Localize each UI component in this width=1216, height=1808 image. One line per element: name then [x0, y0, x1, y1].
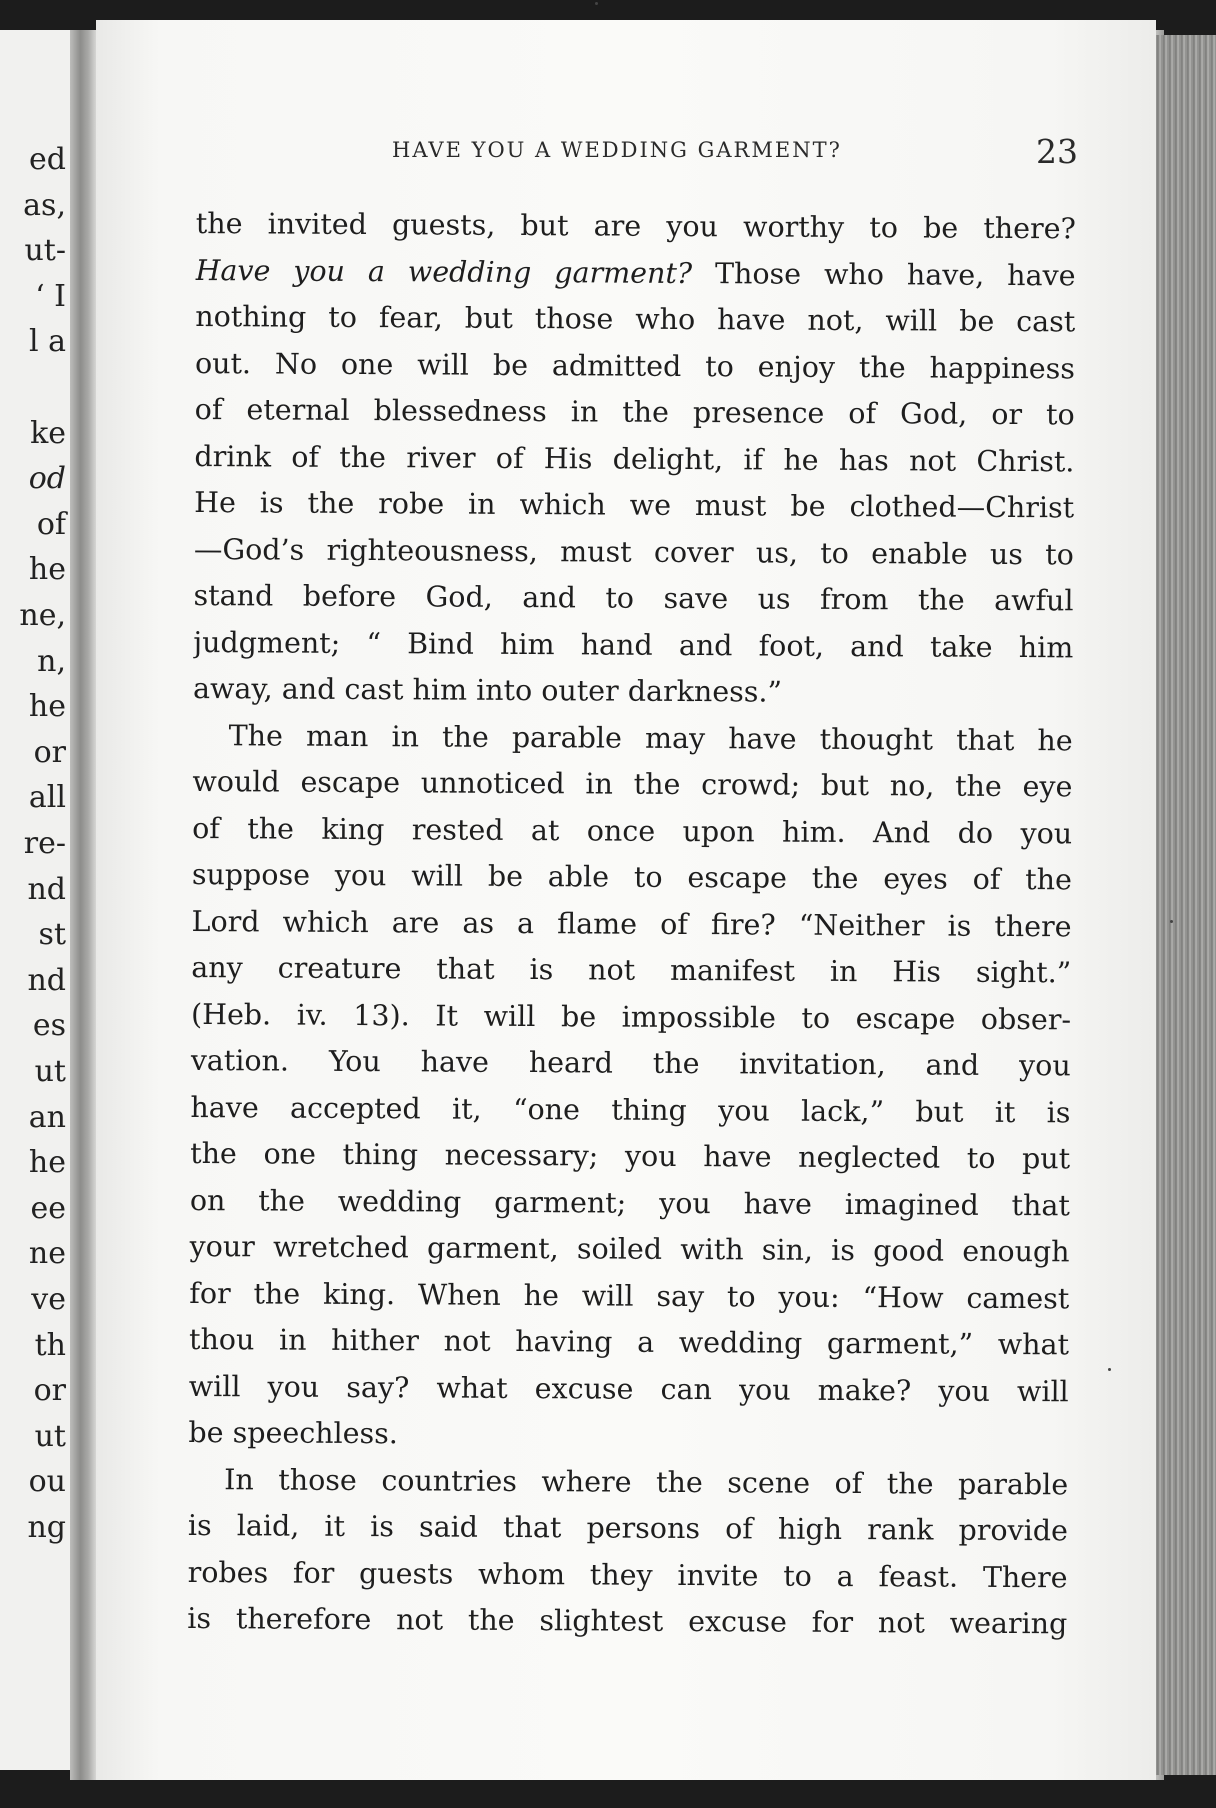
facing-page-fragment: of: [36, 506, 66, 542]
text-line: [189, 1363, 1069, 1415]
scan-speck: [1108, 1368, 1111, 1371]
running-head: HAVE YOU A WEDDING GARMENT?: [392, 138, 842, 162]
text-line: [188, 1456, 1068, 1508]
line-text: thou in hither not having a wedding garment,” what: [188, 1322, 1070, 1362]
facing-page-fragment: ‘ I: [35, 278, 66, 314]
text-line: [188, 1503, 1068, 1555]
text-line: [194, 480, 1074, 532]
facing-page-fragment: re-: [23, 826, 66, 861]
page-number: 23: [1036, 132, 1078, 171]
facing-page-fragment: ne,: [19, 598, 66, 633]
text-line: [190, 1131, 1070, 1183]
line-text: on the wedding garment; you have imagined that: [189, 1183, 1070, 1222]
text-line: [191, 1038, 1071, 1090]
line-text: nothing to fear, but those who have not, will be cast: [195, 299, 1076, 339]
text-line: [187, 1549, 1067, 1601]
text-line: [191, 991, 1071, 1043]
facing-page-fragment: od: [28, 461, 66, 497]
line-text: any creature that is not manifest in His sight.”: [191, 950, 1072, 990]
line-text: Those who have, have: [692, 256, 1076, 292]
body-text: [187, 201, 1076, 1648]
text-line: [189, 1317, 1069, 1369]
text-line: [195, 340, 1075, 392]
facing-page-fragment: or: [33, 1373, 66, 1409]
book-page: [96, 20, 1156, 1780]
line-text: Lord which are as a flame of fire? “Neither is there: [191, 904, 1072, 943]
scan-speck: [1170, 920, 1173, 923]
line-text: the invited guests, but are you worthy to be there?: [195, 206, 1076, 246]
line-text: the one thing necessary; you have neglected to put: [190, 1136, 1071, 1176]
text-line: [193, 712, 1073, 764]
line-text: of the king rested at once upon him. And do you: [192, 811, 1073, 850]
line-text: is therefore not the slightest excuse for not wearing: [187, 1601, 1068, 1641]
gutter-shadow: [70, 30, 96, 1780]
facing-page-fragment: or: [33, 734, 66, 770]
line-text: (Heb. iv. 13). It will be impossible to escape obser-: [190, 997, 1072, 1036]
facing-page-fragment: he: [28, 689, 66, 725]
line-text: suppose you will be able to escape the eyes of the: [191, 857, 1072, 897]
text-line: [196, 201, 1076, 253]
text-line: [189, 1270, 1069, 1322]
text-line: [190, 1177, 1070, 1229]
line-text: —God’s righteousness, must cover us, to enable us to: [193, 532, 1074, 571]
text-line: [194, 526, 1074, 578]
facing-page-fragment: ut: [34, 1418, 66, 1454]
line-text: of eternal blessedness in the presence of God, or to: [194, 392, 1075, 432]
facing-page-fragment: th: [34, 1327, 66, 1363]
facing-page-fragment: ee: [30, 1190, 66, 1226]
text-line: [193, 573, 1073, 625]
text-line: [195, 294, 1075, 346]
facing-page-fragment: st: [38, 917, 66, 953]
text-line: [195, 387, 1075, 439]
facing-page-fragment: ed: [29, 142, 66, 177]
text-line: [192, 852, 1072, 904]
text-line: [193, 619, 1073, 671]
facing-page-fragment: ut-: [24, 233, 66, 269]
facing-page-fragment: es: [32, 1008, 66, 1044]
scan-speck: [595, 2, 598, 5]
text-line: [189, 1224, 1069, 1276]
line-text: out. No one will be admitted to enjoy the happiness: [194, 346, 1076, 385]
facing-page-fragment: as,: [23, 187, 66, 223]
facing-page-fragment: all: [28, 780, 66, 816]
line-text: your wretched garment, soiled with sin, is good enough: [189, 1229, 1070, 1269]
facing-page-fragment: ng: [27, 1510, 66, 1545]
facing-page-fragment: n,: [37, 643, 66, 679]
line-text: drink of the river of His delight, if he has not Christ.: [194, 439, 1075, 478]
text-line: [191, 898, 1071, 950]
facing-page-fragment: nd: [27, 871, 66, 907]
facing-page-fragment: nd: [27, 962, 66, 998]
text-line: [191, 945, 1071, 997]
line-text: is laid, it is said that persons of high rank provide: [187, 1508, 1068, 1548]
facing-page-fragment: ut: [34, 1054, 66, 1089]
facing-page-fragment: ve: [31, 1282, 66, 1317]
text-line: [192, 805, 1072, 857]
page-edges: [1156, 35, 1216, 1775]
line-text: He is the robe in which we must be clothed—Christ: [194, 485, 1075, 525]
text-line: [193, 666, 1073, 718]
line-text: will you say? what excuse can you make? you will: [188, 1369, 1069, 1408]
facing-page-fragment: ou: [28, 1464, 66, 1500]
line-text: vation. You have heard the invitation, and you: [190, 1043, 1071, 1083]
text-line: [188, 1410, 1068, 1462]
line-text: have accepted it, “one thing you lack,” but it is: [190, 1090, 1071, 1129]
line-text: away, and cast him into outer darkness.”: [192, 671, 783, 709]
line-text: be speechless.: [188, 1415, 398, 1451]
text-line: [194, 433, 1074, 485]
line-text: In those countries where the scene of the parable: [224, 1462, 1069, 1501]
line-text: stand before God, and to save us from the awful: [193, 578, 1074, 618]
line-text: for the king. When he will say to you: “How camest: [189, 1276, 1070, 1315]
italic-phrase: Have you a wedding garment?: [195, 253, 693, 290]
text-line: [192, 759, 1072, 811]
line-text: robes for guests whom they invite to a feast. There: [187, 1555, 1068, 1594]
text-line: [190, 1084, 1070, 1136]
line-text: would escape unnoticed in the crowd; but no, the eye: [192, 764, 1073, 804]
facing-page-fragment: he: [28, 552, 66, 588]
line-text: judgment; “ Bind him hand and foot, and take him: [193, 625, 1074, 664]
text-line: [187, 1596, 1067, 1648]
line-text: The man in the parable may have thought that he: [228, 718, 1073, 757]
facing-page-fragment: he: [28, 1145, 66, 1181]
facing-page-fragment: an: [28, 1099, 66, 1135]
text-line: [195, 247, 1075, 299]
facing-page-fragment: ne: [28, 1236, 66, 1272]
facing-page-fragment: l a: [28, 324, 66, 360]
facing-page-fragment: ke: [30, 415, 66, 451]
